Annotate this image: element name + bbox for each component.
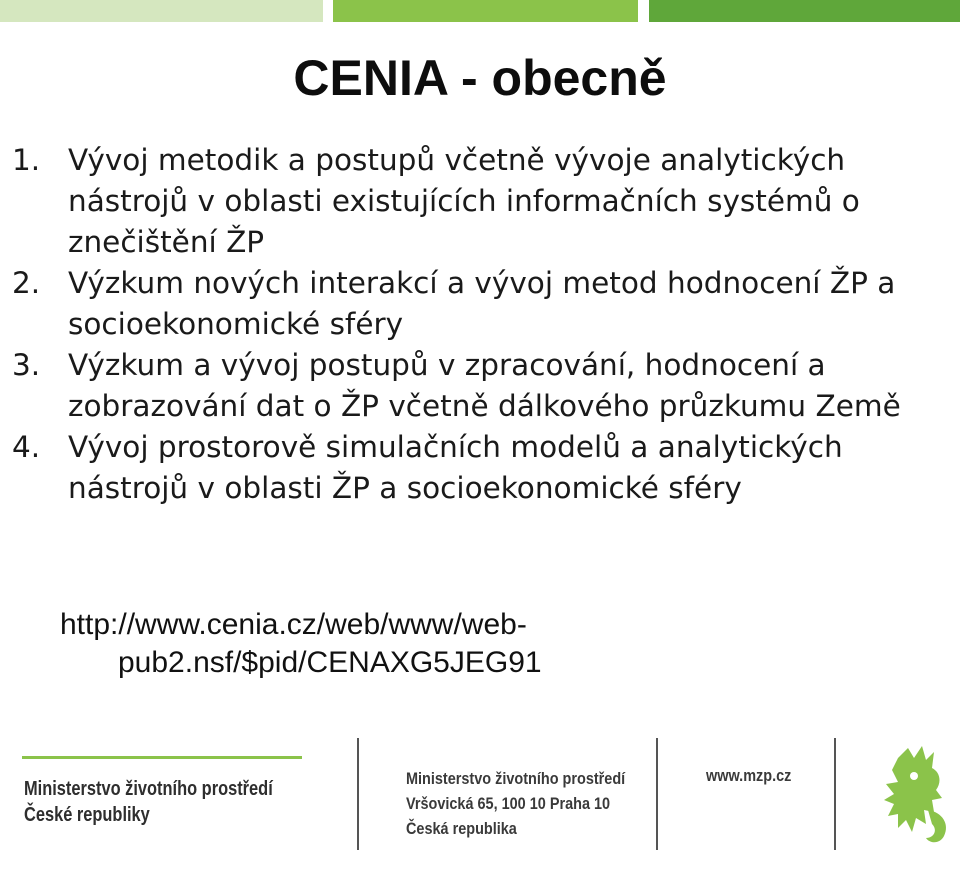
top-bar-dark (649, 0, 960, 22)
source-link[interactable] (60, 606, 542, 682)
website-link[interactable]: www.mzp.cz (706, 766, 792, 785)
ministry-logo-text (24, 776, 273, 828)
footer-divider (357, 738, 359, 850)
slide-title: CENIA - obecně (293, 50, 667, 106)
ministry-name-line1: Ministerstvo životního prostředí (24, 778, 273, 800)
list-item-text: Výzkum a vývoj postupů v zpracování, hodnocení a zobrazování dat o ŽP včetně dálkového průzkumu Země (68, 348, 901, 423)
ministry-name-line2: České republiky (24, 804, 150, 826)
list-item (12, 345, 957, 427)
list-item-number: 3. (12, 348, 41, 382)
footer-divider (834, 738, 836, 850)
list-item-number: 2. (12, 266, 41, 300)
top-bar-light (0, 0, 323, 22)
address-line1: Ministerstvo životního prostředí (406, 769, 626, 788)
list-item-text: Vývoj metodik a postupů včetně vývoje analytických nástrojů v oblasti existujících informačních systémů o znečištění ŽP (68, 143, 860, 259)
list-item (12, 140, 957, 263)
ministry-logo-bar (22, 756, 302, 759)
top-bar-mid (333, 0, 638, 22)
list-item-number: 4. (12, 430, 41, 464)
source-link-line2[interactable]: pub2.nsf/$pid/CENAXG5JEG91 (118, 646, 542, 679)
list-item-text: Vývoj prostorově simulačních modelů a analytických nástrojů v oblasti ŽP a socioekonomické sféry (68, 430, 843, 505)
list-item (12, 427, 957, 509)
source-link-line1[interactable]: http://www.cenia.cz/web/www/web- (60, 608, 527, 641)
top-color-bars (0, 0, 960, 22)
address-line3: Česká republika (406, 819, 517, 838)
list-item-number: 1. (12, 143, 41, 177)
content-list (12, 140, 957, 509)
address-line2: Vršovická 65, 100 10 Praha 10 (406, 794, 611, 813)
czech-lion-icon (868, 740, 958, 850)
footer-divider (656, 738, 658, 850)
list-item (12, 263, 957, 345)
list-item-text: Výzkum nových interakcí a vývoj metod hodnocení ŽP a socioekonomické sféry (68, 266, 896, 341)
footer (0, 738, 960, 876)
ministry-address (406, 766, 625, 841)
